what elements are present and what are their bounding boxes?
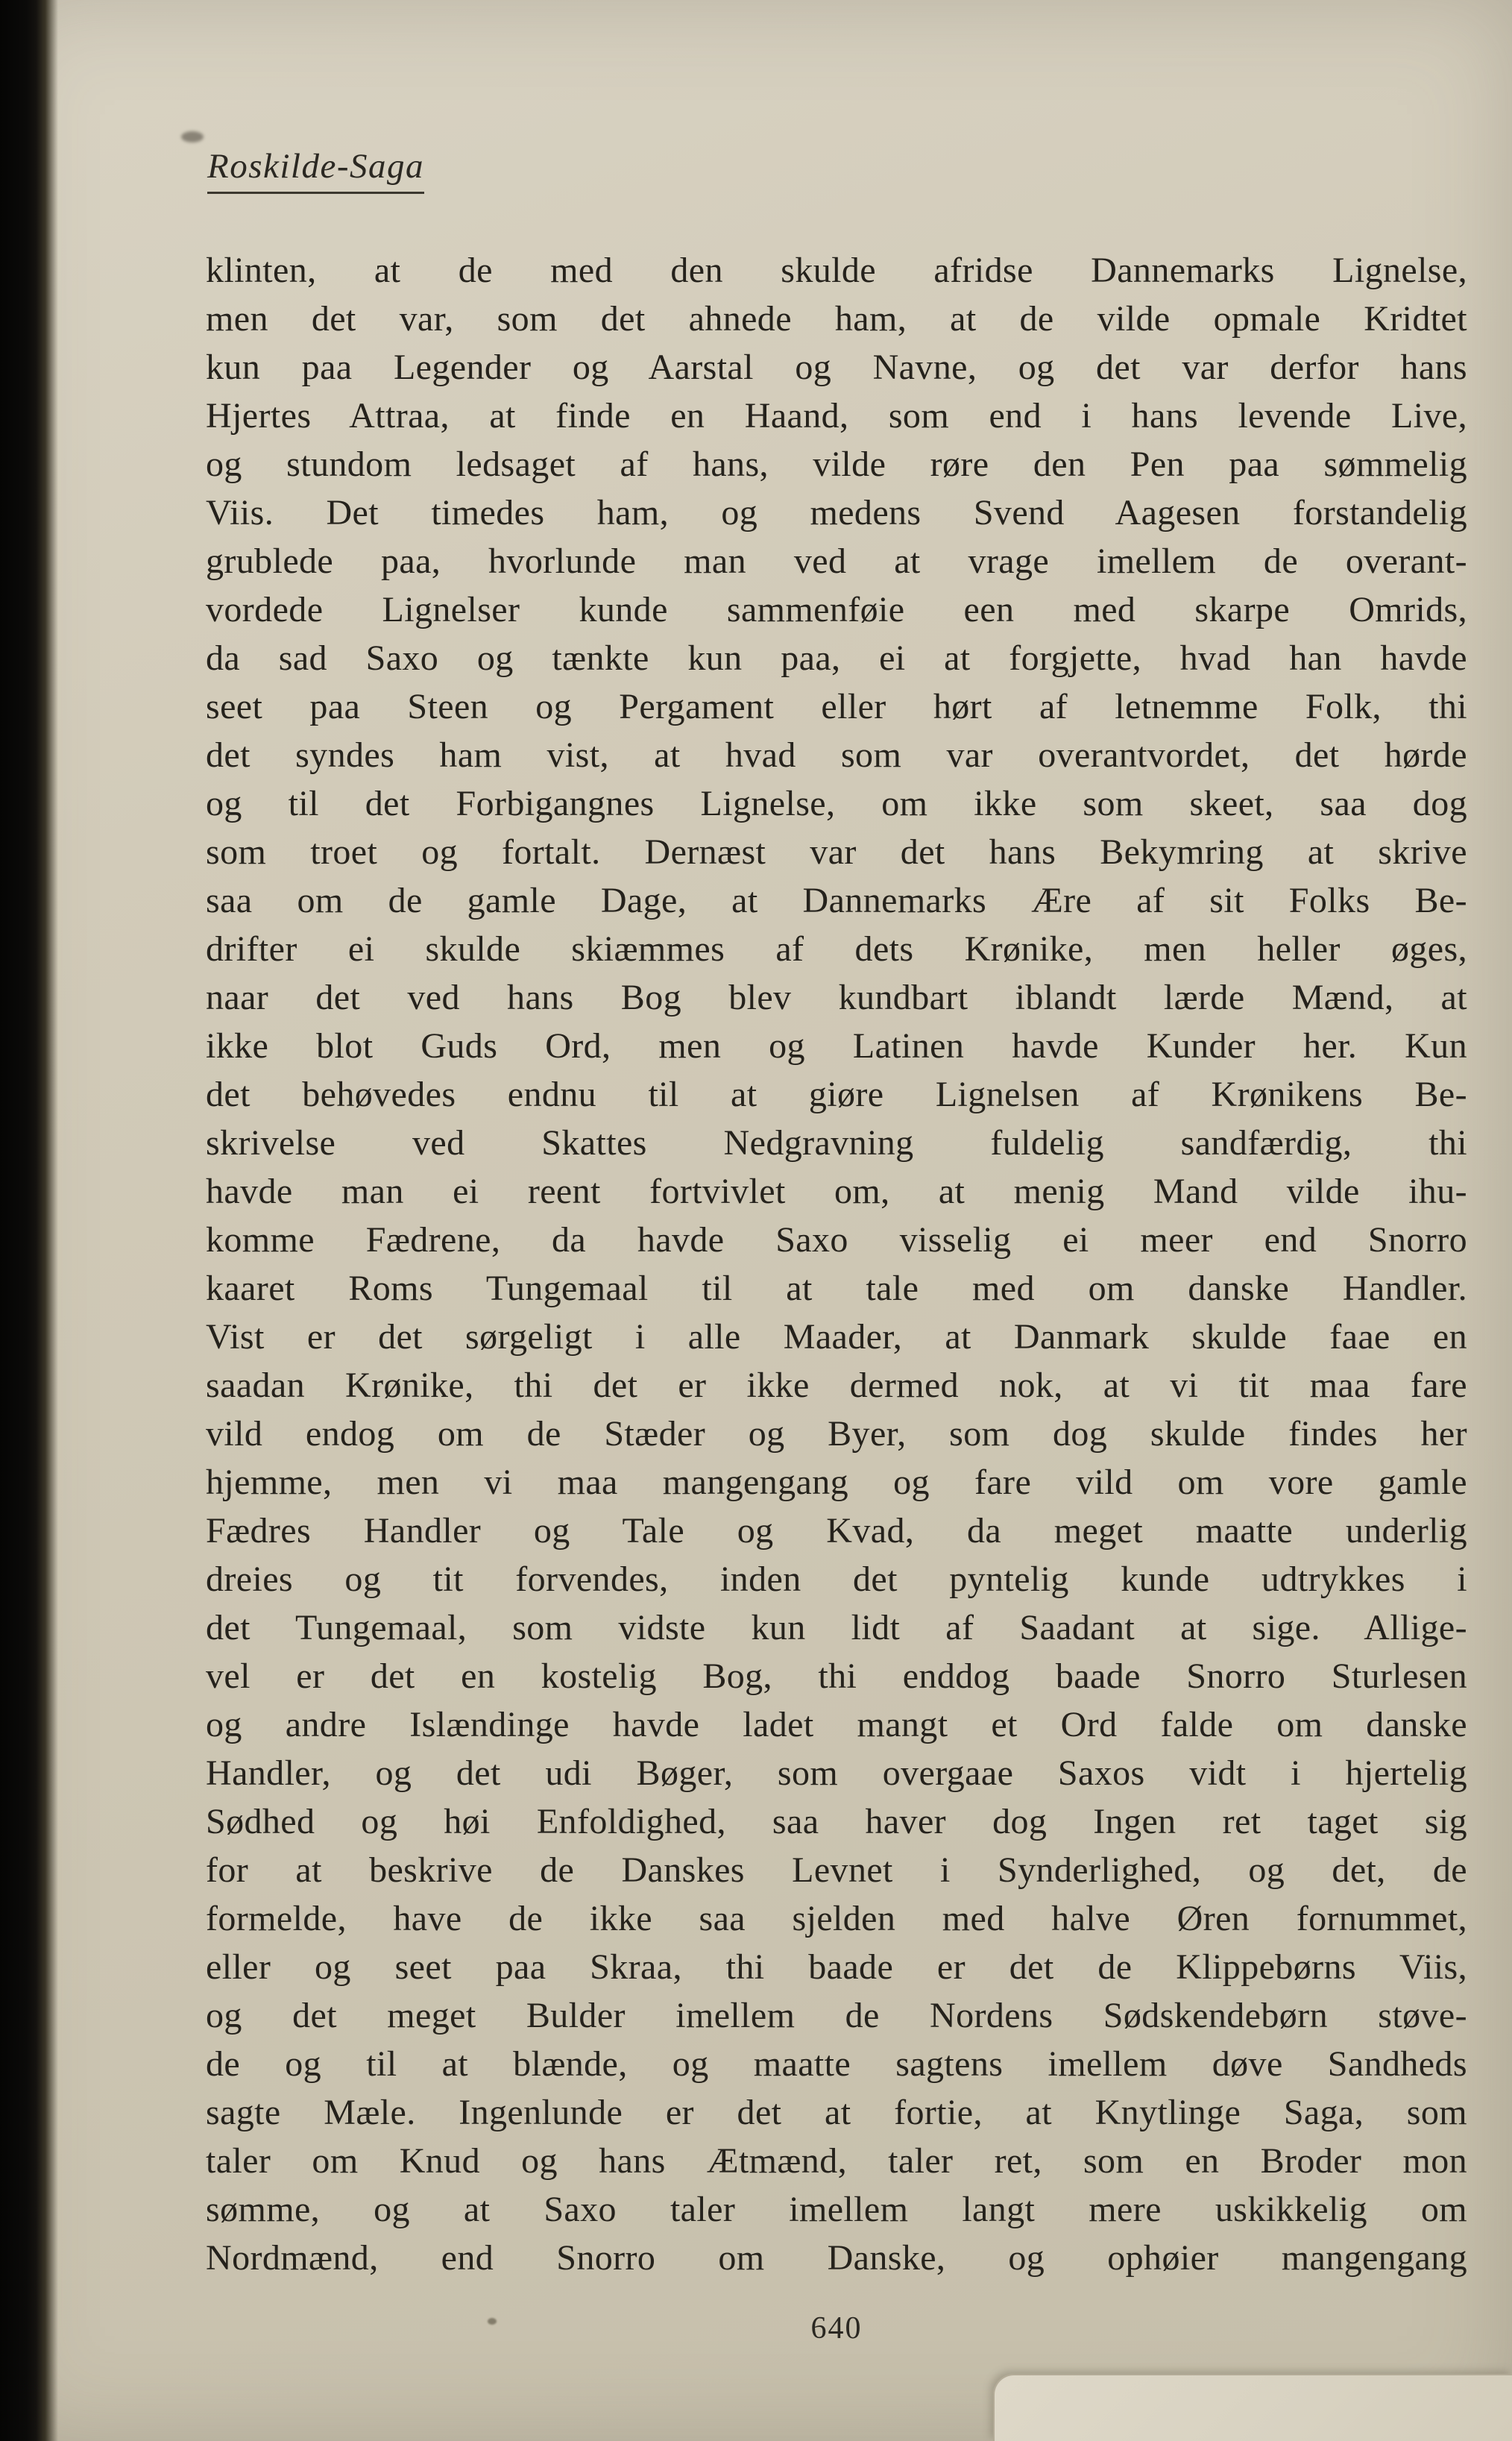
- text-line: og det meget Bulder imellem de Nordens Sødskendebørn støve-: [206, 1996, 1467, 2035]
- text-line: og til det Forbigangnes Lignelse, om ikke som skeet, saa dog: [206, 784, 1467, 823]
- text-line: for at beskrive de Danskes Levnet i Synderlighed, og det, de: [206, 1850, 1467, 1890]
- text-line: kun paa Legender og Aarstal og Navne, og det var derfor hans: [206, 348, 1467, 387]
- text-line: hjemme, men vi maa mangengang og fare vild om vore gamle: [206, 1463, 1467, 1502]
- text-line: det behøvedes endnu til at giøre Lignelsen af Krønikens Be-: [206, 1075, 1467, 1114]
- text-line: vel er det en kostelig Bog, thi enddog baade Snorro Sturlesen: [206, 1656, 1467, 1696]
- text-line: sagte Mæle. Ingenlunde er det at fortie, at Knytlinge Saga, som: [206, 2093, 1467, 2132]
- text-line: sømme, og at Saxo taler imellem langt mere uskikkelig om: [206, 2190, 1467, 2229]
- text-line: drifter ei skulde skiæmmes af dets Krønike, men heller øges,: [206, 929, 1467, 969]
- text-line: naar det ved hans Bog blev kundbart iblandt lærde Mænd, at: [206, 978, 1467, 1017]
- ink-smudge: [181, 131, 204, 142]
- text-line: Handler, og det udi Bøger, som overgaae Saxos vidt i hjertelig: [206, 1753, 1467, 1793]
- text-line: det syndes ham vist, at hvad som var overantvordet, det hørde: [206, 735, 1467, 775]
- text-line: kaaret Roms Tungemaal til at tale med om danske Handler.: [206, 1269, 1467, 1308]
- text-line: men det var, som det ahnede ham, at de vilde opmale Kridtet: [206, 299, 1467, 339]
- text-line: seet paa Steen og Pergament eller hørt af letnemme Folk, thi: [206, 687, 1467, 726]
- text-line: de og til at blænde, og maatte sagtens imellem døve Sandheds: [206, 2044, 1467, 2084]
- text-line: eller og seet paa Skraa, thi baade er det de Klippebørns Viis,: [206, 1947, 1467, 1987]
- running-header: Roskilde-Saga: [207, 146, 424, 194]
- text-line: saadan Krønike, thi det er ikke dermed nok, at vi tit maa fare: [206, 1366, 1467, 1405]
- text-line: Viis. Det timedes ham, og medens Svend Aagesen forstandelig: [206, 493, 1467, 533]
- text-line: grublede paa, hvorlunde man ved at vrage imellem de overant-: [206, 541, 1467, 581]
- text-line: komme Fædrene, da havde Saxo visselig ei meer end Snorro: [206, 1220, 1467, 1260]
- text-line: ikke blot Guds Ord, men og Latinen havde Kunder her. Kun: [206, 1026, 1467, 1066]
- text-line: vordede Lignelser kunde sammenføie een med skarpe Omrids,: [206, 590, 1467, 629]
- text-line: som troet og fortalt. Dernæst var det hans Bekymring at skrive: [206, 832, 1467, 872]
- text-line: og andre Islændinge havde ladet mangt et Ord falde om danske: [206, 1705, 1467, 1744]
- text-line: Sødhed og høi Enfoldighed, saa haver dog Ingen ret taget sig: [206, 1802, 1467, 1841]
- text-line: og stundom ledsaget af hans, vilde røre den Pen paa sømmelig: [206, 444, 1467, 484]
- text-line: formelde, have de ikke saa sjelden med halve Øren fornummet,: [206, 1899, 1467, 1938]
- text-line: Vist er det sørgeligt i alle Maader, at Danmark skulde faae en: [206, 1317, 1467, 1357]
- text-line: det Tungemaal, som vidste kun lidt af Saadant at sige. Allige-: [206, 1608, 1467, 1647]
- text-line: Fædres Handler og Tale og Kvad, da meget maatte underlig: [206, 1511, 1467, 1551]
- text-line: Hjertes Attraa, at finde en Haand, som end i hans levende Live,: [206, 396, 1467, 436]
- body-text: [206, 246, 1467, 2282]
- text-line: klinten, at de med den skulde afridse Dannemarks Lignelse,: [206, 251, 1467, 290]
- text-line: skrivelse ved Skattes Nedgravning fuldelig sandfærdig, thi: [206, 1123, 1467, 1163]
- text-line: saa om de gamle Dage, at Dannemarks Ære af sit Folks Be-: [206, 881, 1467, 920]
- next-page-edge: [993, 2374, 1512, 2441]
- text-line: dreies og tit forvendes, inden det pyntelig kunde udtrykkes i: [206, 1559, 1467, 1599]
- page-number: 640: [810, 2311, 863, 2346]
- text-line: da sad Saxo og tænkte kun paa, ei at forgjette, hvad han havde: [206, 638, 1467, 678]
- text-line: vild endog om de Stæder og Byer, som dog skulde findes her: [206, 1414, 1467, 1454]
- book-binding-edge: [0, 0, 58, 2441]
- text-line: taler om Knud og hans Ætmænd, taler ret, som en Broder mon: [206, 2141, 1467, 2181]
- text-line: havde man ei reent fortvivlet om, at menig Mand vilde ihu-: [206, 1172, 1467, 1211]
- text-line: Nordmænd, end Snorro om Danske, og ophøier mangengang: [206, 2238, 1467, 2278]
